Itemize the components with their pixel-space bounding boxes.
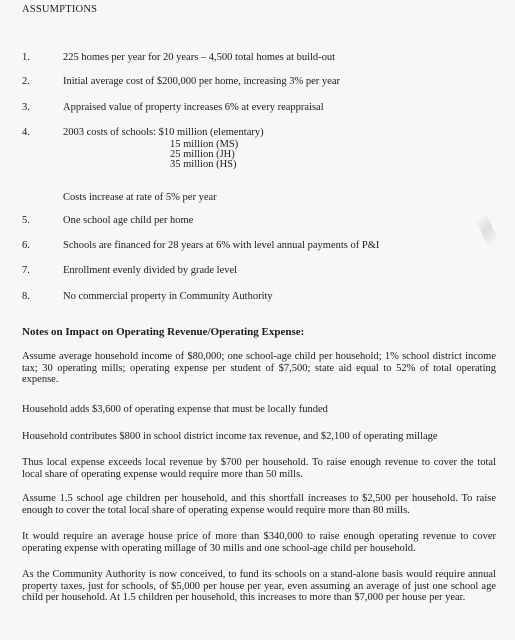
notes-paragraph-expense: Household adds $3,600 of operating expense that must be locally funded (22, 404, 328, 415)
assumption-number: 6. (22, 240, 30, 251)
assumption-text: Initial average cost of $200,000 per home, increasing 3% per year (63, 76, 340, 87)
notes-paragraph-conclusion: As the Community Authority is now conceived, to fund its schools on a stand-alone basis would require annual property taxes, just for schools, of $5,000 per house per year, even assuming an average of just one school age child per household. At 1.5 children per household, this increases to more than $7,000 per house per year. (22, 569, 496, 603)
school-cost-jh: 25 million (JH) (170, 149, 235, 160)
school-costs-list (170, 140, 238, 170)
assumption-text: No commercial property in Community Authority (63, 291, 273, 302)
assumption-number: 5. (22, 215, 30, 226)
assumption-text: One school age child per home (63, 215, 194, 226)
assumption-number: 4. (22, 127, 30, 138)
assumption-number: 2. (22, 76, 30, 87)
notes-paragraph-house-price: It would require an average house price of more than $340,000 to raise enough operating revenue to cover operating expense with operating millage of 30 mills and one school-age child per household. (22, 531, 496, 554)
assumption-number: 1. (22, 52, 30, 63)
costs-increase-note: Costs increase at rate of 5% per year (63, 192, 217, 203)
school-cost-ms: 15 million (MS) (170, 139, 239, 150)
assumption-text: Enrollment evenly divided by grade level (63, 265, 238, 276)
assumption-number: 3. (22, 102, 30, 113)
notes-paragraph-assumptions: Assume average household income of $80,000; one school-age child per household; 1% school district income tax; 30 operating mills; operating expense per student of $7,500; state aid equal to 52% of total operating expense. (22, 351, 496, 385)
assumption-text: Appraised value of property increases 6% at every reappraisal (63, 102, 324, 113)
notes-paragraph-shortfall: Thus local expense exceeds local revenue by $700 per household. To raise enough revenue to cover the total local share of operating expense would require more than 50 mills. (22, 457, 496, 480)
assumption-text: Schools are financed for 28 years at 6% with level annual payments of P&I (63, 240, 380, 251)
assumption-text: 225 homes per year for 20 years – 4,500 total homes at build-out (63, 52, 336, 63)
notes-paragraph-contribution: Household contributes $800 in school district income tax revenue, and $2,100 of operating millage (22, 431, 438, 442)
assumption-text: 2003 costs of schools: $10 million (elementary) (63, 127, 264, 138)
notes-paragraph-children: Assume 1.5 school age children per household, and this shortfall increases to $2,500 per household. To raise enough to cover the total local share of operating expense would require more than 80 mills. (22, 493, 496, 516)
assumption-number: 7. (22, 265, 30, 276)
assumption-number: 8. (22, 291, 30, 302)
scan-smudge (476, 215, 499, 245)
school-cost-hs: 35 million (HS) (170, 159, 237, 170)
notes-heading: Notes on Impact on Operating Revenue/Operating Expense: (22, 326, 305, 338)
assumptions-heading: ASSUMPTIONS (22, 4, 98, 15)
